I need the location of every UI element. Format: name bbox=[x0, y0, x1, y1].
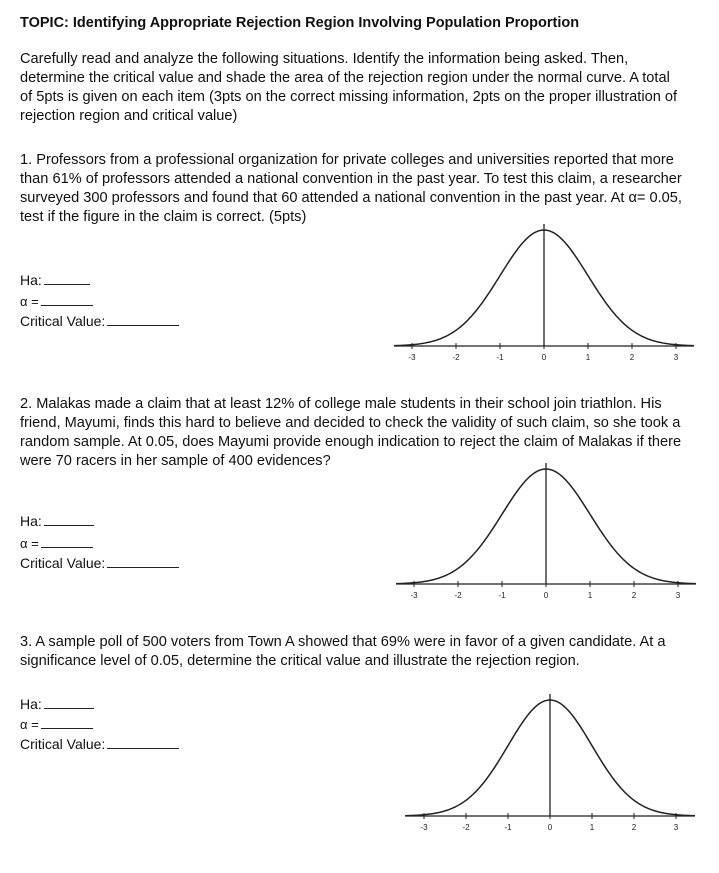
tick-label: 2 bbox=[631, 591, 637, 600]
instructions-line: Carefully read and analyze the following situations. Identify the information being asked. Then, bbox=[20, 51, 629, 67]
tick-label: -3 bbox=[410, 591, 418, 600]
tick-label: -3 bbox=[420, 823, 428, 832]
item-1-normal-curve bbox=[394, 222, 694, 372]
item-2-alpha-blank[interactable] bbox=[41, 536, 93, 548]
item-1-line: 1. Professors from a professional organization for private colleges and universities reported that more bbox=[20, 152, 674, 168]
item-3-line: significance level of 0.05, determine the critical value and illustrate the rejection region. bbox=[20, 653, 580, 669]
item-2-line: were 70 racers in her sample of 400 evidences? bbox=[20, 453, 331, 469]
item-2-critical-value-label: Critical Value: bbox=[20, 555, 106, 571]
tick-label: -1 bbox=[498, 591, 506, 600]
item-3-alpha-label: α = bbox=[20, 717, 39, 732]
item-3-alpha-blank[interactable] bbox=[41, 717, 93, 729]
item-3-normal-curve bbox=[405, 692, 705, 842]
tick-label: 0 bbox=[543, 591, 549, 600]
item-2-critical-value-field bbox=[20, 555, 179, 571]
item-1-line: test if the figure in the claim is correct. (5pts) bbox=[20, 209, 307, 225]
tick-label: -1 bbox=[504, 823, 512, 832]
item-2-line: random sample. At 0.05, does Mayumi provide enough indication to reject the claim of Malakas if there bbox=[20, 434, 682, 450]
item-2-line: friend, Mayumi, finds this hard to believe and decided to check the validity of such claim, so she took a bbox=[20, 415, 681, 431]
tick-label: 0 bbox=[541, 353, 547, 362]
item-1-ha-blank[interactable] bbox=[44, 273, 90, 285]
tick-label: 2 bbox=[629, 353, 635, 362]
instructions-line: determine the critical value and shade the area of the rejection region under the normal curve. A total bbox=[20, 70, 670, 86]
tick-label: 3 bbox=[675, 591, 681, 600]
tick-label: 3 bbox=[673, 353, 679, 362]
item-1-ha-label: Ha: bbox=[20, 272, 42, 288]
tick-label: -3 bbox=[408, 353, 416, 362]
item-2-alpha-field bbox=[20, 536, 93, 551]
item-2-critical-value-blank[interactable] bbox=[107, 556, 179, 568]
item-2-alpha-label: α = bbox=[20, 536, 39, 551]
item-2-ha-label: Ha: bbox=[20, 513, 42, 529]
tick-label: 1 bbox=[587, 591, 593, 600]
item-1-critical-value-label: Critical Value: bbox=[20, 313, 106, 329]
item-3-ha-label: Ha: bbox=[20, 696, 42, 712]
item-1-question bbox=[20, 151, 715, 227]
item-1-critical-value-field bbox=[20, 313, 179, 329]
topic-heading: TOPIC: Identifying Appropriate Rejection Region Involving Population Proportion bbox=[20, 15, 580, 31]
item-1-alpha-blank[interactable] bbox=[41, 294, 93, 306]
instructions-line: of 5pts is given on each item (3pts on the correct missing information, 2pts on the proper illustration of bbox=[20, 89, 678, 105]
tick-label: 0 bbox=[547, 823, 553, 832]
tick-label: -2 bbox=[454, 591, 462, 600]
item-1-line: surveyed 300 professors and found that 60 attended a national convention in the past year. At α= 0.05, bbox=[20, 190, 682, 206]
tick-label: 2 bbox=[631, 823, 637, 832]
item-3-alpha-field bbox=[20, 717, 93, 732]
item-2-normal-curve bbox=[396, 459, 696, 609]
item-3-line: 3. A sample poll of 500 voters from Town A showed that 69% were in favor of a given candidate. At a bbox=[20, 634, 666, 650]
item-3-critical-value-label: Critical Value: bbox=[20, 736, 106, 752]
item-3-critical-value-blank[interactable] bbox=[107, 737, 179, 749]
tick-label: -1 bbox=[496, 353, 504, 362]
item-1-critical-value-blank[interactable] bbox=[107, 314, 179, 326]
tick-label: 3 bbox=[673, 823, 679, 832]
tick-label: -2 bbox=[462, 823, 470, 832]
item-1-alpha-label: α = bbox=[20, 294, 39, 309]
item-3-question bbox=[20, 633, 715, 671]
item-3-ha-field bbox=[20, 696, 94, 712]
item-1-alpha-field bbox=[20, 294, 93, 309]
item-3-critical-value-field bbox=[20, 736, 179, 752]
item-1-line: than 61% of professors attended a national convention in the past year. To test this claim, a researcher bbox=[20, 171, 682, 187]
instructions-line: rejection region and critical value) bbox=[20, 108, 238, 124]
item-2-ha-field bbox=[20, 513, 94, 529]
item-3-ha-blank[interactable] bbox=[44, 697, 94, 709]
item-2-ha-blank[interactable] bbox=[44, 514, 94, 526]
instructions bbox=[20, 50, 715, 126]
item-1-ha-field bbox=[20, 272, 90, 288]
item-2-line: 2. Malakas made a claim that at least 12% of college male students in their school join triathlon. His bbox=[20, 396, 662, 412]
tick-label: 1 bbox=[589, 823, 595, 832]
tick-label: -2 bbox=[452, 353, 460, 362]
tick-label: 1 bbox=[585, 353, 591, 362]
